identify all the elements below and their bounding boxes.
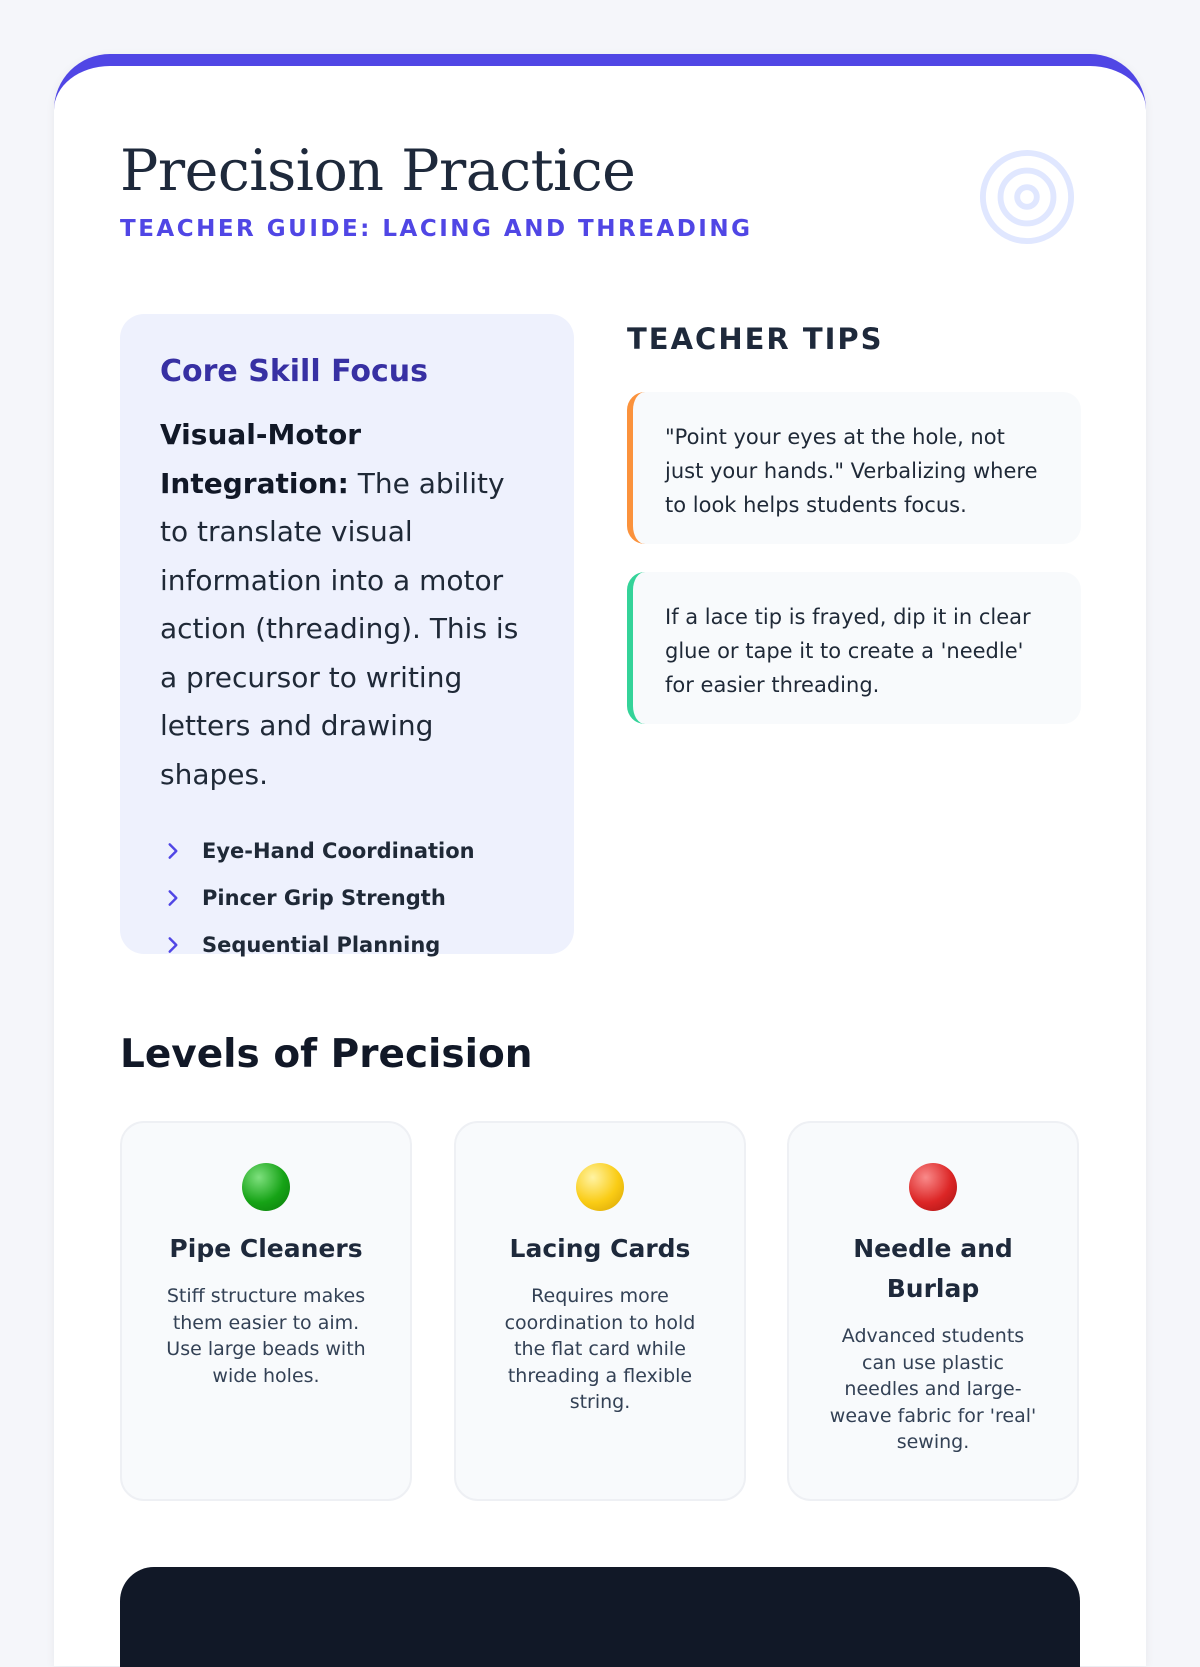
tip-card: "Point your eyes at the hole, not just your hands." Verbalizing where to look helps students focus.	[627, 392, 1081, 544]
teacher-tips-heading: TEACHER TIPS	[627, 322, 884, 356]
focus-item-label: Sequential Planning	[202, 932, 441, 957]
page-title: Precision Practice	[120, 138, 636, 204]
chevron-right-icon	[162, 934, 184, 956]
level-description: Requires more coordination to hold the flat card while threading a flexible string.	[504, 1285, 696, 1413]
focus-list	[160, 827, 534, 968]
level-name: Lacing Cards	[509, 1234, 691, 1263]
tip-card: If a lace tip is frayed, dip it in clear glue or tape it to create a 'needle' for easier threading.	[627, 572, 1081, 724]
red-circle-icon	[909, 1163, 957, 1211]
guide-card	[54, 54, 1146, 1666]
level-description: Stiff structure makes them easier to aim. Use large beads with wide holes.	[166, 1285, 366, 1387]
list-item	[160, 827, 534, 874]
focus-item-label: Eye-Hand Coordination	[202, 838, 475, 863]
levels-heading: Levels of Precision	[120, 1032, 533, 1077]
level-card	[787, 1121, 1079, 1501]
level-card	[120, 1121, 412, 1501]
core-skill-heading: Core Skill Focus	[160, 354, 428, 389]
core-skill-term: Visual-Motor Integration:	[160, 418, 362, 500]
chevron-right-icon	[162, 840, 184, 862]
list-item	[160, 921, 534, 968]
core-skill-description	[160, 411, 534, 799]
footer-bar	[120, 1567, 1080, 1667]
level-name: Needle and Burlap	[853, 1234, 1013, 1303]
level-card	[454, 1121, 746, 1501]
focus-item-label: Pincer Grip Strength	[202, 885, 446, 910]
yellow-circle-icon	[576, 1163, 624, 1211]
page-subtitle: TEACHER GUIDE: LACING AND THREADING	[120, 216, 753, 242]
green-circle-icon	[242, 1163, 290, 1211]
chevron-right-icon	[162, 887, 184, 909]
core-skill-panel	[120, 314, 574, 957]
list-item	[160, 874, 534, 921]
target-icon	[978, 148, 1076, 246]
level-description: Advanced students can use plastic needles and large-weave fabric for 'real' sewing.	[829, 1325, 1037, 1453]
level-name: Pipe Cleaners	[169, 1234, 363, 1263]
core-skill-text: The ability to translate visual information into a motor action (threading). This is a precursor to writing letters and drawing shapes.	[160, 466, 519, 791]
